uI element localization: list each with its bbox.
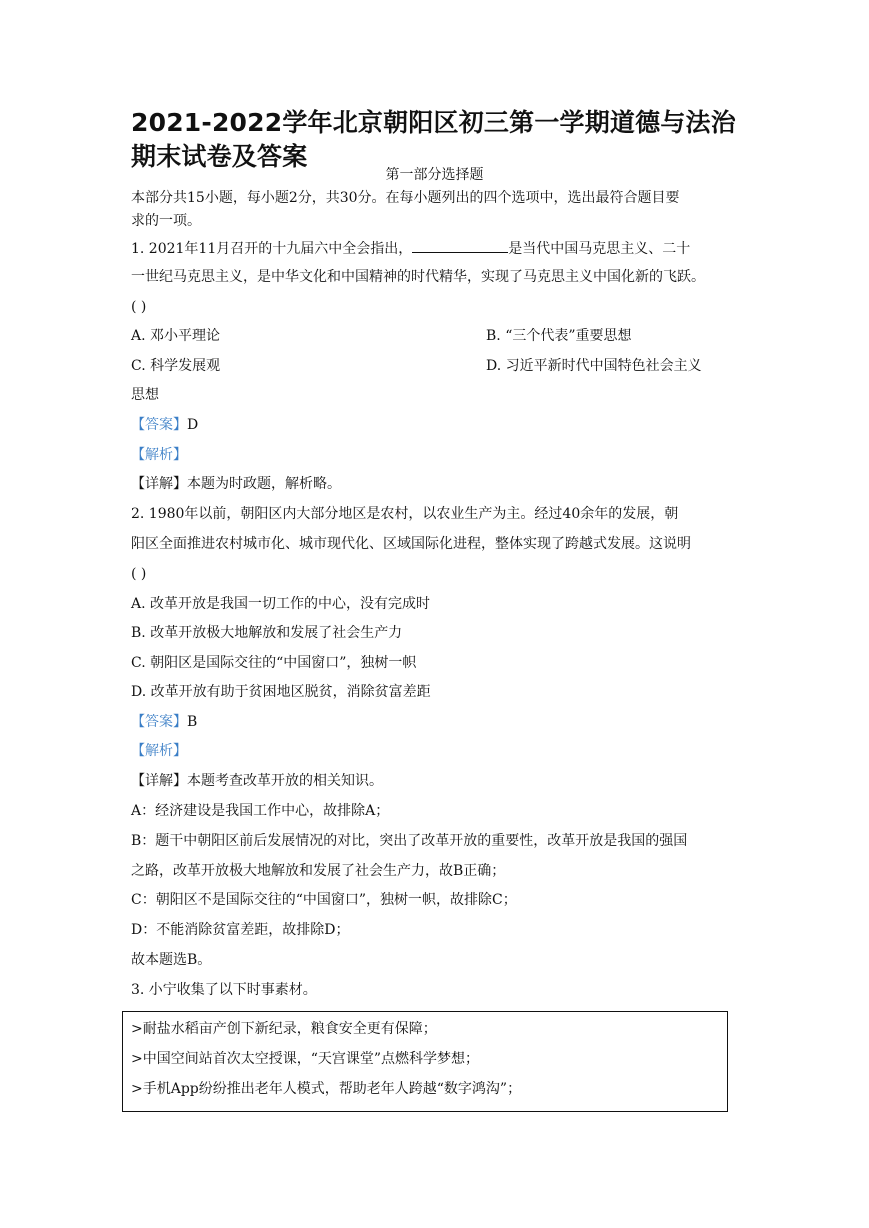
q3-stem: 3. 小宁收集了以下时事素材。 [131, 982, 317, 998]
q2-option-b: B. 改革开放极大地解放和发展了社会生产力 [131, 625, 403, 641]
q1-stem-part-a: 1. 2021年11月召开的十九届六中全会指出， [131, 241, 413, 257]
q3-material-item: >中国空间站首次太空授课，“天宫课堂”点燃科学梦想； [131, 1051, 480, 1067]
detail-tag: 【详解】 [131, 773, 187, 789]
section-intro: 本部分共15小题，每小题2分，共30分。在每小题列出的四个选项中，选出最符合题目要 [131, 190, 680, 206]
q1-detail [131, 474, 341, 494]
q2-paren: ( ) [131, 566, 147, 582]
q1-option-b: B. “三个代表”重要思想 [486, 328, 632, 344]
section-heading: 第一部分选择题 [385, 167, 484, 183]
q2-explain-d: D：不能消除贫富差距，故排除D； [131, 922, 350, 938]
q1-paren: ( ) [131, 299, 147, 315]
q2-option-a: A. 改革开放是我国一切工作的中心，没有完成时 [131, 596, 431, 612]
q1-detail-text: 本题为时政题，解析略。 [187, 476, 341, 492]
q2-option-c: C. 朝阳区是国际交往的“中国窗口”，独树一帜 [131, 655, 417, 671]
q2-stem-line2: 阳区全面推进农村城市化、城市现代化、区域国际化进程，整体实现了跨越式发展。这说明 [131, 536, 691, 552]
q2-detail-text: 本题考查改革开放的相关知识。 [187, 773, 383, 789]
q1-stem-line2: 一世纪马克思主义，是中华文化和中国精神的时代精华，实现了马克思主义中国化新的飞跃。 [131, 269, 705, 285]
q2-explain-a: A：经济建设是我国工作中心，故排除A； [131, 803, 390, 819]
q2-answer-value: B [187, 714, 198, 730]
q2-explain-b: B：题干中朝阳区前后发展情况的对比，突出了改革开放的重要性，改革开放是我国的强国 [131, 833, 688, 849]
q1-answer-blank [412, 238, 508, 253]
q2-conclusion: 故本题选B。 [131, 952, 212, 968]
q1-option-a: A. 邓小平理论 [131, 328, 221, 344]
q1-stem [131, 238, 690, 259]
q2-detail [131, 771, 383, 791]
q3-material-item: >耐盐水稻亩产创下新纪录，粮食安全更有保障； [131, 1021, 437, 1037]
q2-analysis-tag: 【解析】 [131, 743, 187, 759]
q2-explain-b-cont: 之路，改革开放极大地解放和发展了社会生产力，故B正确； [131, 863, 506, 879]
q2-answer [131, 712, 197, 732]
q3-material-box [122, 1011, 728, 1112]
q1-option-d: D. 习近平新时代中国特色社会主义 [486, 358, 702, 374]
q1-stem-part-b: 是当代中国马克思主义、二十 [508, 241, 691, 257]
q1-analysis-tag: 【解析】 [131, 447, 187, 463]
section-intro-cont: 求的一项。 [131, 213, 201, 229]
q2-explain-c: C：朝阳区不是国际交往的“中国窗口”，独树一帜，故排除C； [131, 892, 517, 908]
q2-stem: 2. 1980年以前，朝阳区内大部分地区是农村，以农业生产为主。经过40余年的发展，朝 [131, 506, 679, 522]
document-title: 2021-2022学年北京朝阳区初三第一学期道德与法治期末试卷及答案 [131, 108, 736, 171]
answer-tag: 【答案】 [131, 417, 187, 433]
q1-option-d-cont: 思想 [131, 387, 159, 403]
q1-answer-value: D [187, 417, 199, 433]
q2-option-d: D. 改革开放有助于贫困地区脱贫，消除贫富差距 [131, 684, 431, 700]
q1-answer [131, 415, 198, 435]
q3-material-item: >手机App纷纷推出老年人模式，帮助老年人跨越“数字鸿沟”； [131, 1081, 522, 1097]
detail-tag: 【详解】 [131, 476, 187, 492]
q1-option-c: C. 科学发展观 [131, 358, 221, 374]
answer-tag: 【答案】 [131, 714, 187, 730]
